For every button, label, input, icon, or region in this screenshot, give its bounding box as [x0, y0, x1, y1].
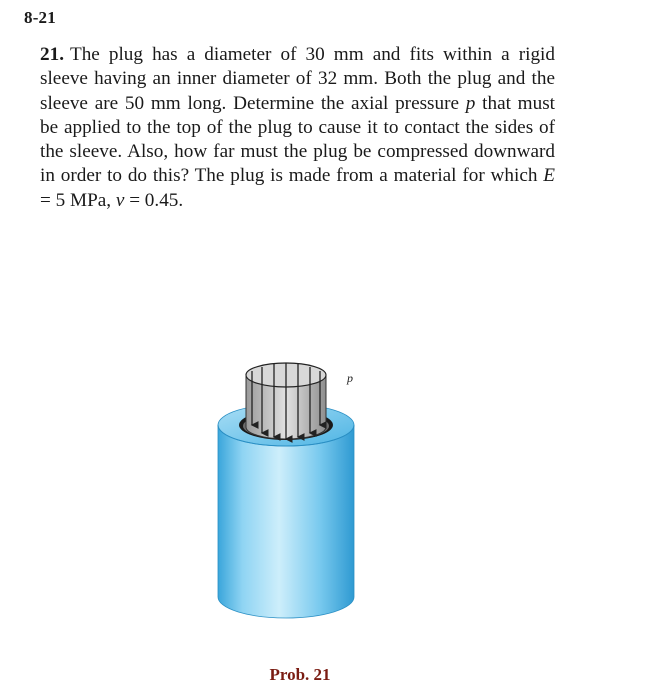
pressure-arrows [252, 363, 320, 439]
problem-number: 21. [40, 44, 64, 65]
problem-text-1: The plug has a diameter of 30 mm and fits within a rigid sleeve having an inner diameter of 32 mm. Both the plug and the sleeve are 50 mm long. Determine the axial pressure [40, 44, 555, 114]
problem-text-4: = 0.45. [124, 189, 184, 211]
load-label-p: p [347, 371, 353, 385]
page-label: 8-21 [24, 8, 56, 27]
plug-sleeve-figure [200, 355, 380, 630]
problem-text-3: = 5 MPa, [40, 189, 116, 211]
variable-e: E [543, 165, 555, 187]
problem-statement [40, 43, 555, 213]
variable-p: p [465, 92, 476, 114]
problem-text-2: that must be applied to the top of the plug to cause it to contact the sides of the sleeve. Also, how far must the plug be compressed downward in order to do this? The plug is made from a material for which [40, 92, 555, 187]
variable-nu: ν [115, 189, 125, 211]
figure-caption: Prob. 21 [269, 665, 331, 684]
